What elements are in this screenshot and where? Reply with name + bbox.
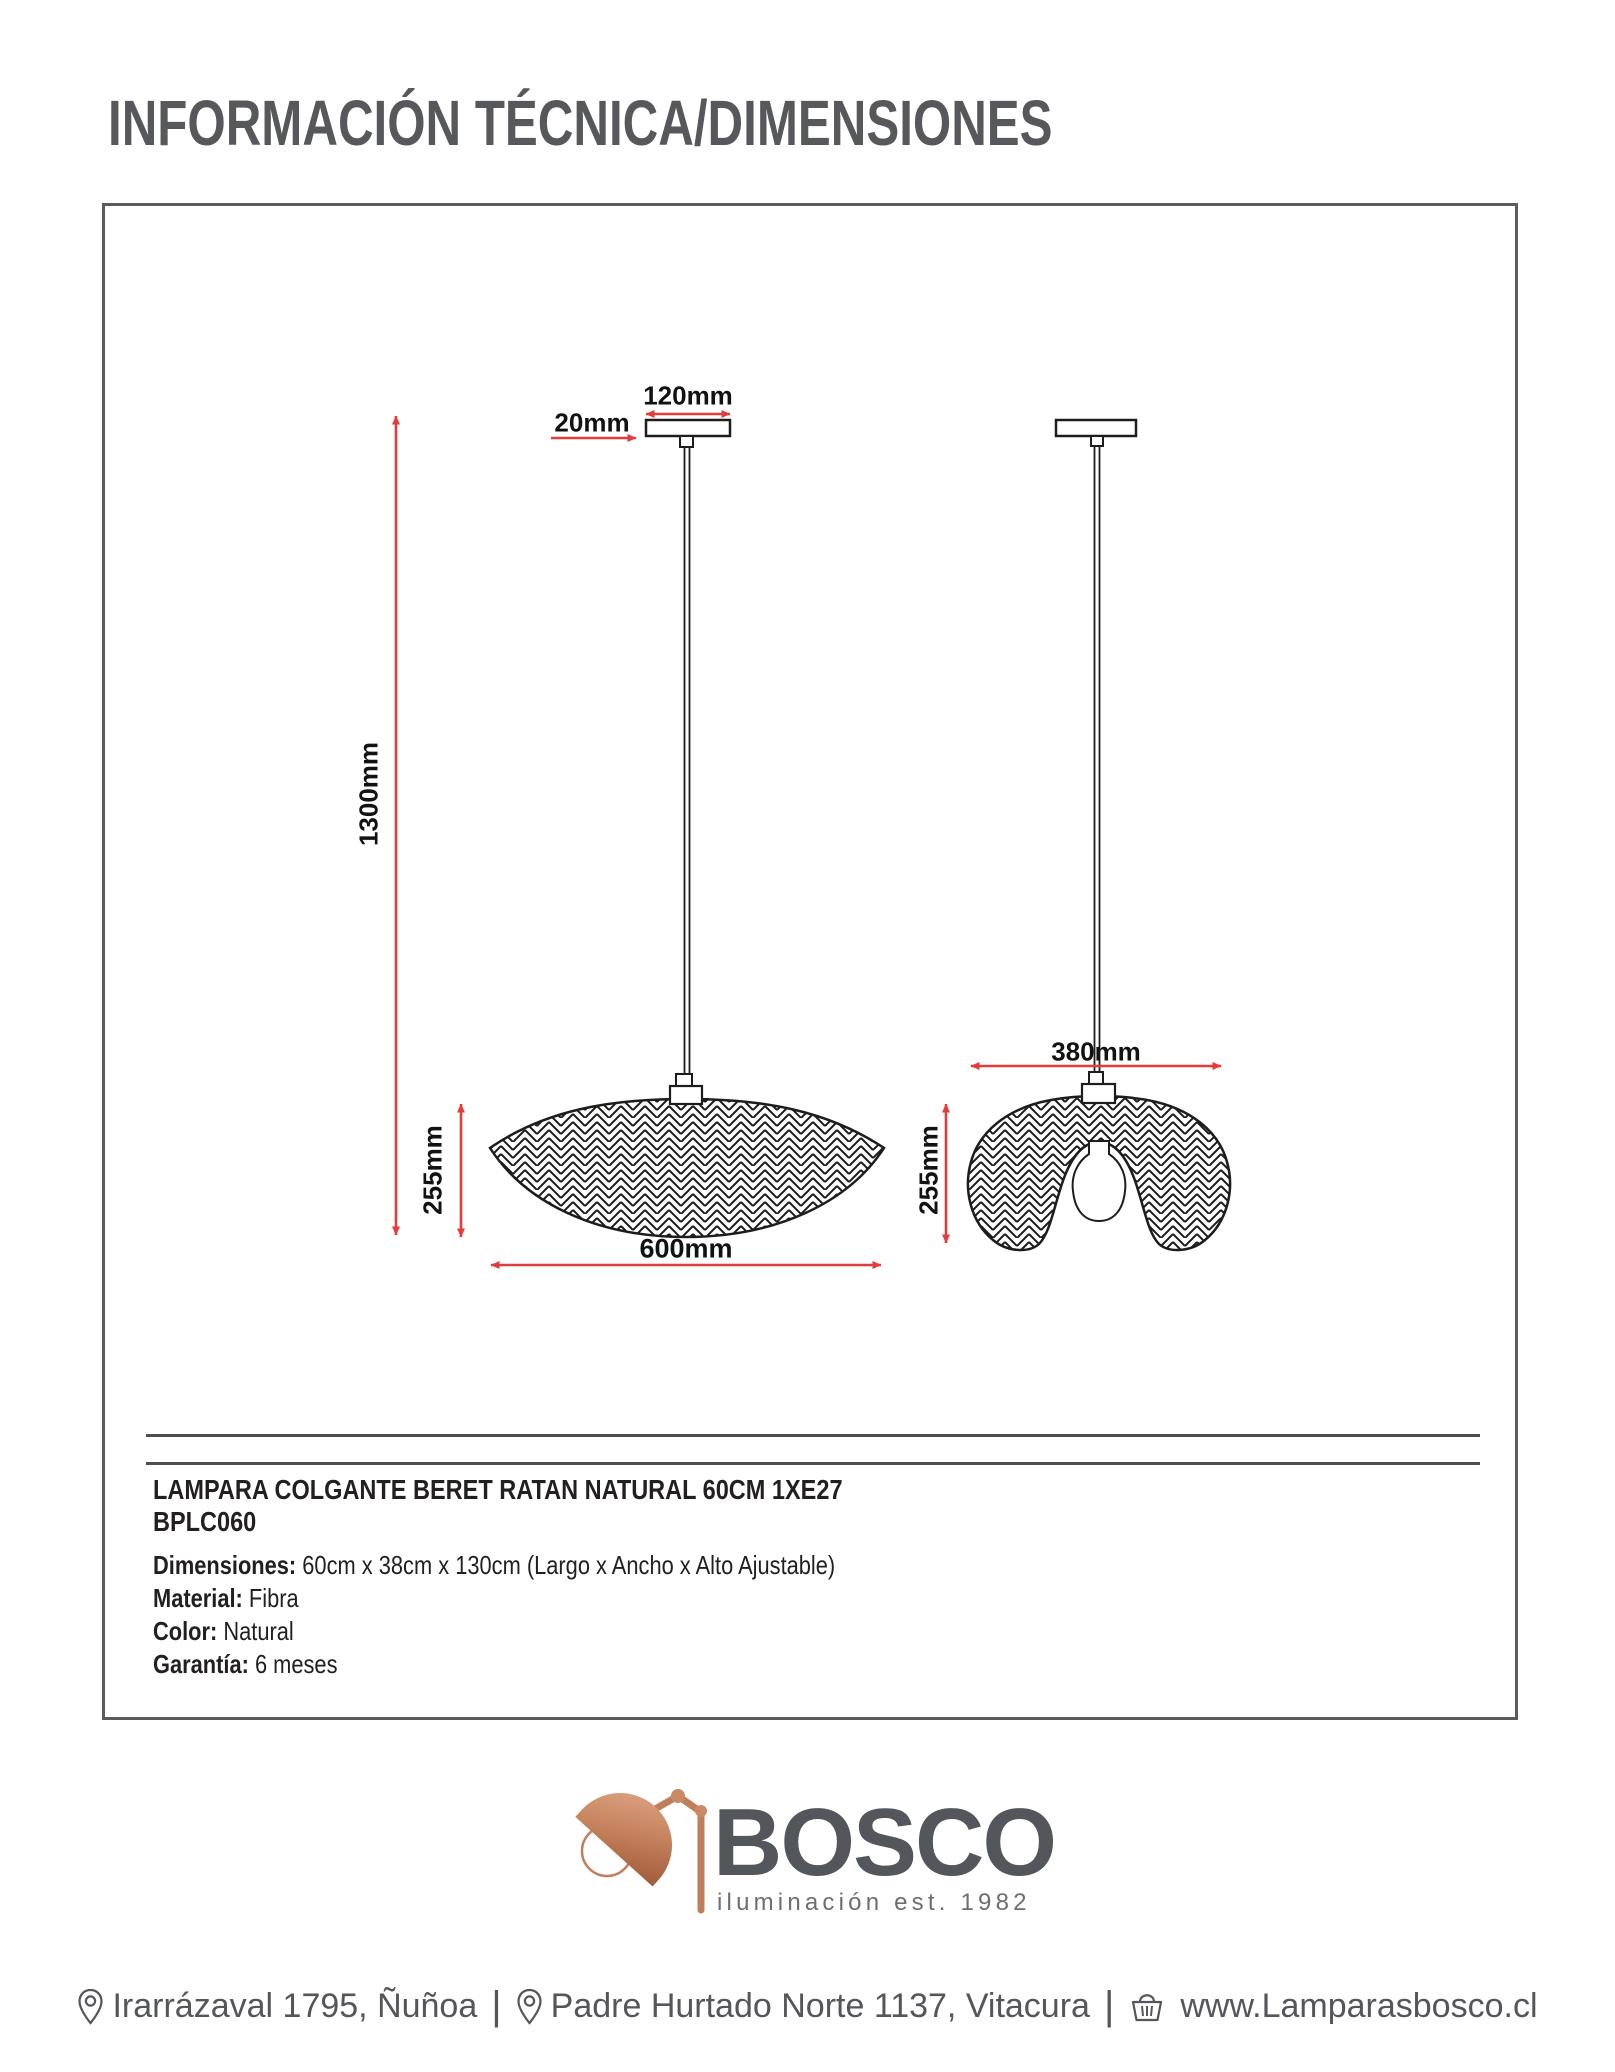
dim-label-side-width: 380mm <box>1051 1036 1141 1067</box>
technical-drawing-panel <box>102 203 1518 1720</box>
location-pin-icon <box>516 1988 543 2026</box>
spec-dimensiones: Dimensiones: 60cm x 38cm x 130cm (Largo x Ancho x Alto Ajustable) <box>153 1550 836 1580</box>
shopping-basket-icon <box>1128 1990 1166 2024</box>
dim-label-front-height: 255mm <box>417 1125 448 1215</box>
footer <box>0 1984 1615 2029</box>
footer-website: www.Lamparasbosco.cl <box>1180 1987 1538 2025</box>
dim-label-front-width: 600mm <box>639 1233 733 1264</box>
divider-line-bottom <box>146 1462 1480 1465</box>
footer-address-1: Irarrázaval 1795, Ñuñoa <box>112 1987 478 2025</box>
brand-name: BOSCO <box>713 1789 1056 1896</box>
brand-tagline: iluminación est. 1982 <box>717 1889 1031 1916</box>
divider-line-top <box>146 1434 1480 1437</box>
brand-logo <box>570 1785 1090 1925</box>
footer-address-2: Padre Hurtado Norte 1137, Vitacura <box>550 1987 1090 2025</box>
location-pin-icon <box>77 1988 104 2026</box>
page-title: INFORMACIÓN TÉCNICA/DIMENSIONES <box>108 87 1053 159</box>
footer-separator-2: | <box>1103 1984 1115 2028</box>
spec-material: Material: Fibra <box>153 1583 299 1613</box>
dim-label-side-height: 255mm <box>913 1125 944 1215</box>
dim-label-canopy-height: 20mm <box>554 407 630 438</box>
spec-color: Color: Natural <box>153 1616 294 1646</box>
product-specs <box>153 1549 843 1681</box>
footer-separator-1: | <box>491 1984 502 2028</box>
spec-garantia: Garantía: 6 meses <box>153 1649 338 1679</box>
product-info <box>153 1474 843 1681</box>
dim-label-canopy-width: 120mm <box>643 380 733 411</box>
product-name: LAMPARA COLGANTE BERET RATAN NATURAL 60CM 1XE27 <box>153 1474 843 1505</box>
dim-label-drop-height: 1300mm <box>353 741 384 847</box>
product-sku: BPLC060 <box>153 1506 257 1537</box>
